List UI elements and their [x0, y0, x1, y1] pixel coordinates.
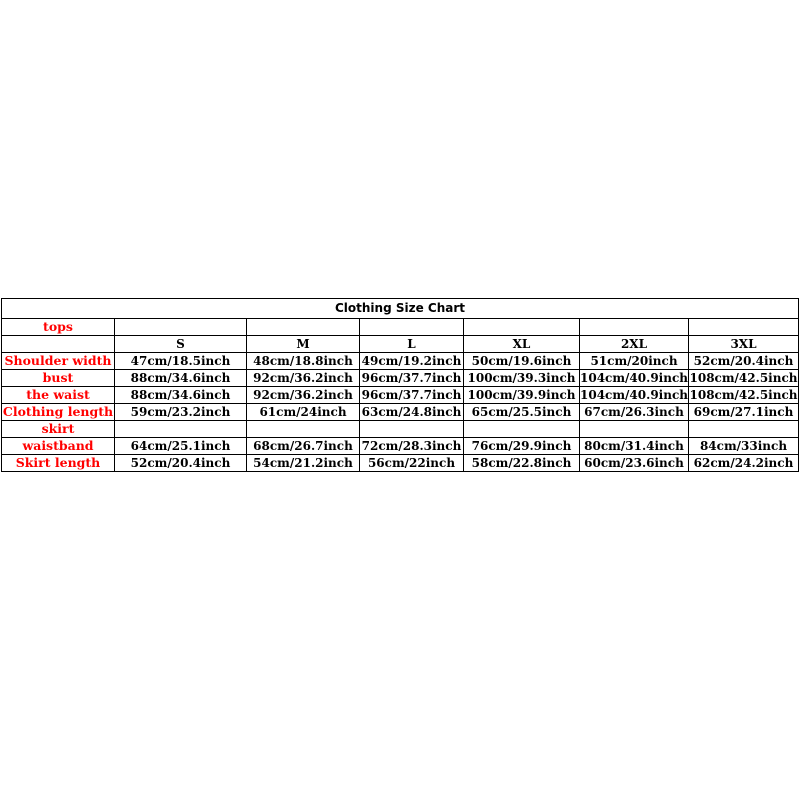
- measurement-cell: 47cm/18.5inch: [115, 353, 247, 370]
- measurement-cell: 96cm/37.7inch: [360, 387, 464, 404]
- measurement-cell: 65cm/25.5inch: [464, 404, 580, 421]
- empty-cell: [115, 319, 247, 336]
- measurement-cell: 56cm/22inch: [360, 455, 464, 472]
- size-header-3xl: 3XL: [689, 336, 799, 353]
- measurement-cell: 100cm/39.3inch: [464, 370, 580, 387]
- empty-cell: [464, 319, 580, 336]
- measurement-row-waist: [2, 387, 799, 404]
- empty-cell: [580, 421, 689, 438]
- section-row-tops: [2, 319, 799, 336]
- measurement-cell: 100cm/39.9inch: [464, 387, 580, 404]
- size-chart-table: [1, 298, 799, 472]
- section-row-skirt: [2, 421, 799, 438]
- empty-cell: [247, 421, 360, 438]
- measurement-cell: 52cm/20.4inch: [689, 353, 799, 370]
- size-header-row: [2, 336, 799, 353]
- empty-cell: [2, 336, 115, 353]
- measurement-cell: 92cm/36.2inch: [247, 387, 360, 404]
- measurement-cell: 68cm/26.7inch: [247, 438, 360, 455]
- measurement-cell: 88cm/34.6inch: [115, 370, 247, 387]
- empty-cell: [689, 421, 799, 438]
- empty-cell: [580, 319, 689, 336]
- measurement-cell: 67cm/26.3inch: [580, 404, 689, 421]
- measurement-cell: 104cm/40.9inch: [580, 388, 688, 402]
- measurement-cell: 76cm/29.9inch: [464, 438, 580, 455]
- measurement-cell: 52cm/20.4inch: [115, 455, 247, 472]
- size-header-l: L: [360, 336, 464, 353]
- measurement-cell: 62cm/24.2inch: [689, 455, 799, 472]
- measurement-cell: 69cm/27.1inch: [689, 404, 799, 421]
- size-header-m: M: [247, 336, 360, 353]
- measurement-row-bust: [2, 370, 799, 387]
- row-label: Clothing length: [2, 404, 114, 419]
- measurement-cell: 50cm/19.6inch: [464, 353, 580, 370]
- empty-cell: [360, 421, 464, 438]
- chart-title: Clothing Size Chart: [2, 299, 799, 319]
- empty-cell: [247, 319, 360, 336]
- measurement-cell: 80cm/31.4inch: [580, 438, 689, 455]
- measurement-cell: 59cm/23.2inch: [115, 404, 247, 421]
- measurement-cell: 54cm/21.2inch: [247, 455, 360, 472]
- row-label: waistband: [2, 438, 115, 455]
- measurement-cell: 108cm/42.5inch: [689, 371, 798, 385]
- measurement-cell: 88cm/34.6inch: [115, 387, 247, 404]
- measurement-row-skirt-length: [2, 455, 799, 472]
- measurement-cell: 72cm/28.3inch: [360, 438, 464, 455]
- measurement-cell: 51cm/20inch: [580, 353, 689, 370]
- measurement-cell: 104cm/40.9inch: [580, 371, 688, 385]
- row-label: the waist: [2, 387, 115, 404]
- section-label-tops: tops: [2, 319, 115, 336]
- empty-cell: [464, 421, 580, 438]
- row-label: Skirt length: [2, 455, 115, 472]
- measurement-row-waistband: [2, 438, 799, 455]
- empty-cell: [689, 319, 799, 336]
- measurement-row-clothing-length: [2, 404, 799, 421]
- size-header-2xl: 2XL: [580, 336, 689, 353]
- measurement-row-shoulder-width: [2, 353, 799, 370]
- measurement-cell: 96cm/37.7inch: [360, 370, 464, 387]
- measurement-cell: 61cm/24inch: [247, 404, 360, 421]
- measurement-cell: 63cm/24.8inch: [360, 404, 464, 421]
- size-header-xl: XL: [464, 336, 580, 353]
- section-label-skirt: skirt: [2, 421, 115, 438]
- measurement-cell: 84cm/33inch: [689, 438, 799, 455]
- measurement-cell: 64cm/25.1inch: [115, 438, 247, 455]
- measurement-cell: 49cm/19.2inch: [360, 353, 464, 370]
- empty-cell: [360, 319, 464, 336]
- row-label: Shoulder width: [2, 353, 115, 370]
- measurement-cell: 48cm/18.8inch: [247, 353, 360, 370]
- measurement-cell: 58cm/22.8inch: [464, 455, 580, 472]
- measurement-cell: 108cm/42.5inch: [689, 388, 798, 402]
- size-header-s: S: [115, 336, 247, 353]
- row-label: bust: [2, 370, 115, 387]
- measurement-cell: 92cm/36.2inch: [247, 370, 360, 387]
- empty-cell: [115, 421, 247, 438]
- title-row: [2, 299, 799, 319]
- measurement-cell: 60cm/23.6inch: [580, 455, 689, 472]
